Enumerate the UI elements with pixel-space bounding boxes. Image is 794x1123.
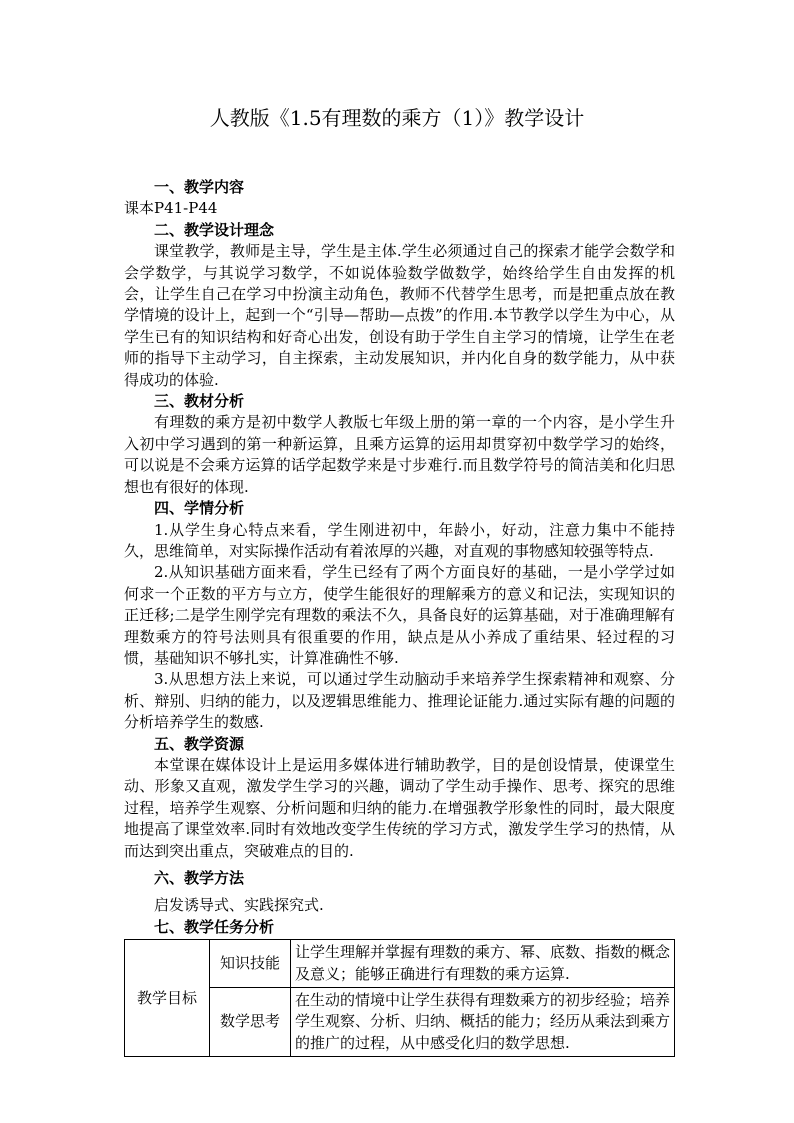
goal-description-cell: 在生动的情境中让学生获得有理数乘方的初步经验；培养学生观察、分析、归纳、概括的能力；经历从乘法到乘方的推广的过程，从中感受化归的数学思想. [291, 988, 675, 1057]
methods-text: 启发诱导式、实践探究式. [154, 896, 324, 915]
section-heading-students: 四、学情分析 [154, 499, 245, 518]
section-heading-concept: 二、教学设计理念 [154, 220, 275, 239]
section-heading-material: 三、教材分析 [154, 392, 245, 411]
goal-label-cell: 教学目标 [125, 940, 210, 1057]
table-row [125, 940, 675, 988]
task-analysis-table [124, 939, 675, 1057]
section-heading-content: 一、教学内容 [154, 178, 245, 196]
concept-paragraph: 课堂教学，教师是主导，学生是主体.学生必须通过自己的探索才能学会数学和会学数学，与其说学习数学，不如说体验数学做数学，始终给学生自由发挥的机会，让学生自己在学习中扮演主动角色，教师不代替学生思考，而是把重点放在教学情境的设计上，起到一个“引导—帮助—点拨”的作用.本节教学以学生为中心，从学生已有的知识结构和好奇心出发，创设有助于学生自主学习的情境，让学生在老师的指导下主动学习，自主探索，主动发展知识，并内化自身的数学能力，从中获得成功的体验. [124, 242, 675, 389]
goal-type-cell: 数学思考 [210, 988, 291, 1057]
document-title: 人教版《1.5有理数的乘方（1）》教学设计 [209, 106, 585, 130]
students-paragraph-1: 1.从学生身心特点来看，学生刚进初中，年龄小，好动，注意力集中不能持久，思维简单，对实际操作活动有着浓厚的兴趣，对直观的事物感知较强等特点. [124, 520, 675, 560]
students-paragraph-2: 2.从知识基础方面来看，学生已经有了两个方面良好的基础，一是小学学过如何求一个正数的平方与立方，使学生能很好的理解乘方的意义和记法，实现知识的正迁移;二是学生刚学完有理数的乘法不久，具备良好的运算基础，对于准确理解有理数乘方的符号法则具有很重要的作用，缺点是从小养成了重结果、轻过程的习惯，基础知识不够扎实，计算准确性不够. [124, 563, 675, 667]
section-heading-methods: 六、教学方法 [154, 869, 245, 887]
content-text: 课本P41-P44 [124, 199, 218, 218]
material-paragraph: 有理数的乘方是初中数学人教版七年级上册的第一章的一个内容，是小学生升入初中学习遇到的第一种新运算，且乘方运算的运用却贯穿初中数学学习的始终，可以说是不会乘方运算的话学起数学来是寸步难行.而且数学符号的简洁美和化归思想也有很好的体现. [124, 413, 675, 496]
document-body [124, 177, 675, 1057]
section-heading-resources: 五、教学资源 [154, 734, 245, 753]
goal-description-cell: 让学生理解并掌握有理数的乘方、幂、底数、指数的概念及意义；能够正确进行有理数的乘方运算. [291, 940, 675, 988]
section-heading-tasks: 七、教学任务分析 [154, 917, 275, 936]
goal-type-cell: 知识技能 [210, 940, 291, 988]
students-paragraph-3: 3.从思想方法上来说，可以通过学生动脑动手来培养学生探索精神和观察、分析、辩别、归纳的能力，以及逻辑思维能力、推理论证能力.通过实际有趣的问题的分析培养学生的数感. [124, 670, 675, 732]
resources-paragraph: 本堂课在媒体设计上是运用多媒体进行辅助教学，目的是创设情景，使课堂生动、形象又直观，激发学生学习的兴趣，调动了学生动手操作、思考、探究的思维过程，培养学生观察、分析问题和归纳的能力.在增强教学形象性的同时，最大限度地提高了课堂效率.同时有效地改变学生传统的学习方式，激发学生学习的热情，从而达到突出重点，突破难点的目的. [124, 755, 675, 860]
